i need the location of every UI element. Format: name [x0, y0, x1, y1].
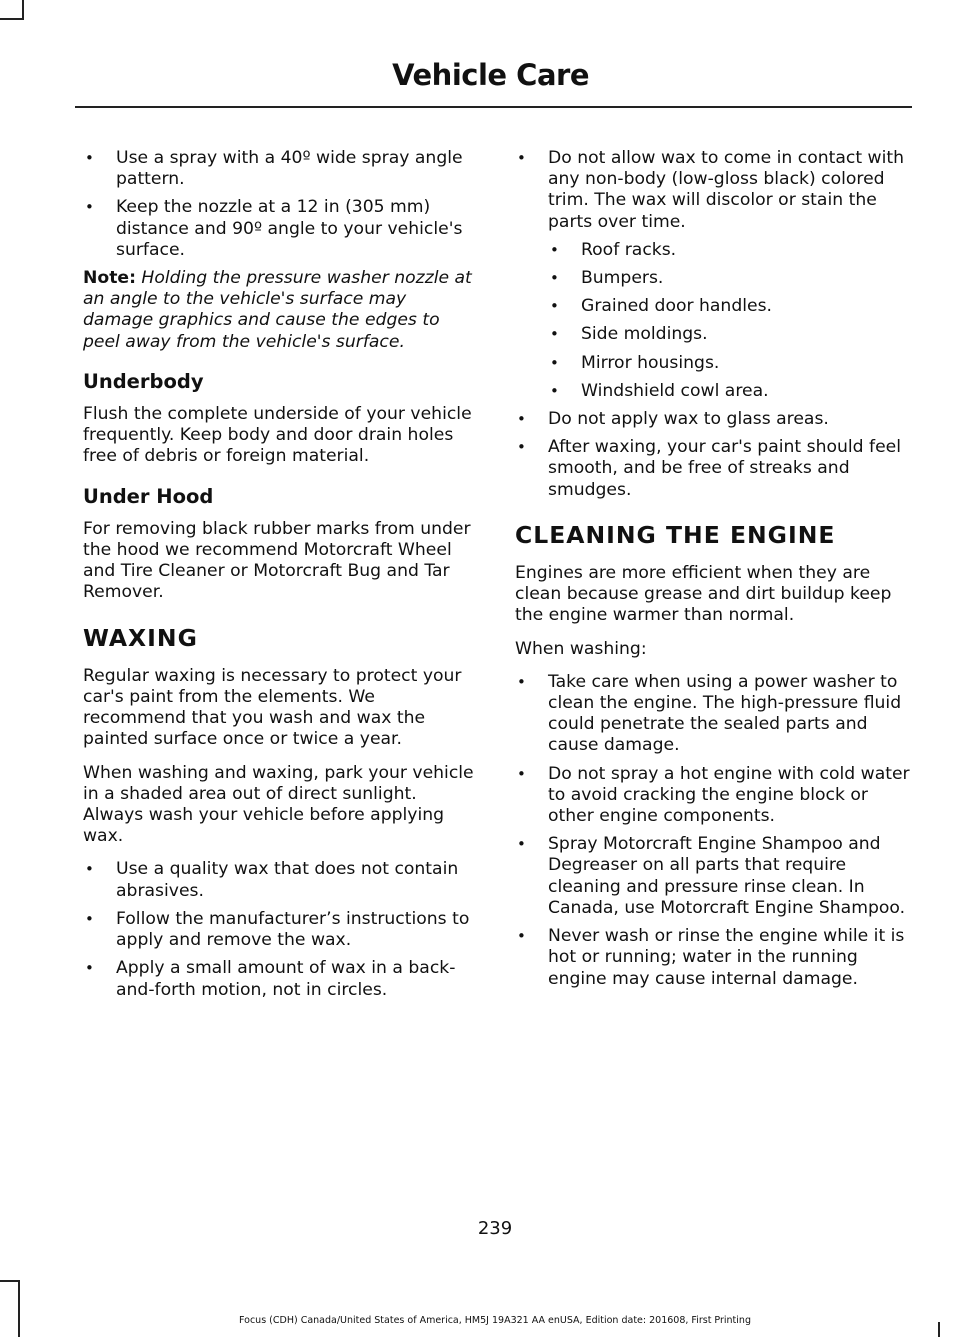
list-item: • Never wash or rinse the engine while it is hot or running; water in the running engine may cause internal damage.: [515, 926, 913, 990]
list-item: • Mirror housings.: [548, 353, 913, 374]
page-number: 239: [477, 1218, 513, 1239]
crop-mark: [18, 1280, 20, 1337]
waxing-heading: WAXING: [83, 623, 198, 652]
list-item: [515, 148, 913, 402]
engine-heading: CLEANING THE ENGINE: [515, 520, 836, 549]
list-item: • Roof racks.: [548, 240, 913, 261]
list-item: • Use a spray with a 40º wide spray angle pattern.: [83, 148, 481, 190]
list-item: • Grained door handles.: [548, 296, 913, 317]
list-item: • Apply a small amount of wax in a back-and-forth motion, not in circles.: [83, 958, 481, 1000]
list-item: • Bumpers.: [548, 268, 913, 289]
list-item: • Spray Motorcraft Engine Shampoo and Degreaser on all parts that require cleaning and pressure rinse clean. In Canada, use Motorcraft Engine Shampoo.: [515, 834, 913, 919]
note-label: Note:: [83, 268, 136, 289]
note-text: Holding the pressure washer nozzle at an angle to the vehicle's surface may damage graphics and cause the edges to peel away from the vehicle's surface.: [83, 268, 472, 352]
list-item: • Do not apply wax to glass areas.: [515, 409, 913, 430]
engine-paragraph-2: When washing:: [515, 638, 647, 659]
crop-mark: [0, 1280, 18, 1282]
engine-bullets: [515, 672, 913, 990]
footer-edition-line: Focus (CDH) Canada/United States of America, HM5J 19A321 AA enUSA, Edition date: 201608, First Printing: [239, 1315, 751, 1326]
waxing-bullets: [83, 859, 481, 1000]
list-item: • Windshield cowl area.: [548, 381, 913, 402]
crop-mark: [22, 0, 24, 20]
list-item: • Do not spray a hot engine with cold water to avoid cracking the engine block or other engine components.: [515, 764, 913, 828]
list-item: • After waxing, your car's paint should feel smooth, and be free of streaks and smudges.: [515, 437, 913, 501]
underhood-text: For removing black rubber marks from under the hood we recommend Motorcraft Wheel and Tire Cleaner or Motorcraft Bug and Tar Remover.: [83, 518, 471, 603]
underhood-heading: Under Hood: [83, 484, 214, 508]
right-column: [515, 148, 913, 997]
underbody-text: Flush the complete underside of your vehicle frequently. Keep body and door drain holes free of debris or foreign material.: [83, 404, 472, 467]
engine-paragraph-1: Engines are more efficient when they are clean because grease and dirt buildup keep the engine warmer than normal.: [515, 563, 892, 626]
note-paragraph: [83, 268, 481, 353]
list-item: • Keep the nozzle at a 12 in (305 mm) distance and 90º angle to your vehicle's surface.: [83, 197, 481, 261]
waxing-paragraph-2: When washing and waxing, park your vehicle in a shaded area out of direct sunlight. Always wash your vehicle before applying wax.: [83, 762, 474, 847]
list-item: • Follow the manufacturer’s instructions to apply and remove the wax.: [83, 909, 481, 951]
pressure-wash-bullets: [83, 148, 481, 261]
list-item: • Take care when using a power washer to clean the engine. The high-pressure fluid could penetrate the sealed parts and cause damage.: [515, 672, 913, 757]
crop-mark: [0, 18, 22, 20]
wax-trim-warning: Do not allow wax to come in contact with any non-body (low-gloss black) colored trim. The wax will discolor or stain the parts over time.: [548, 148, 905, 232]
page-header-title: Vehicle Care: [392, 58, 589, 92]
header-rule: [75, 106, 912, 108]
trim-parts-list: [548, 240, 913, 402]
wax-bullets: [515, 148, 913, 501]
left-column: [83, 148, 481, 1008]
list-item: • Side moldings.: [548, 324, 913, 345]
waxing-paragraph-1: Regular waxing is necessary to protect your car's paint from the elements. We recommend that you wash and wax the painted surface once or twice a year.: [83, 665, 462, 750]
list-item: • Use a quality wax that does not contain abrasives.: [83, 859, 481, 901]
underbody-heading: Underbody: [83, 369, 204, 393]
